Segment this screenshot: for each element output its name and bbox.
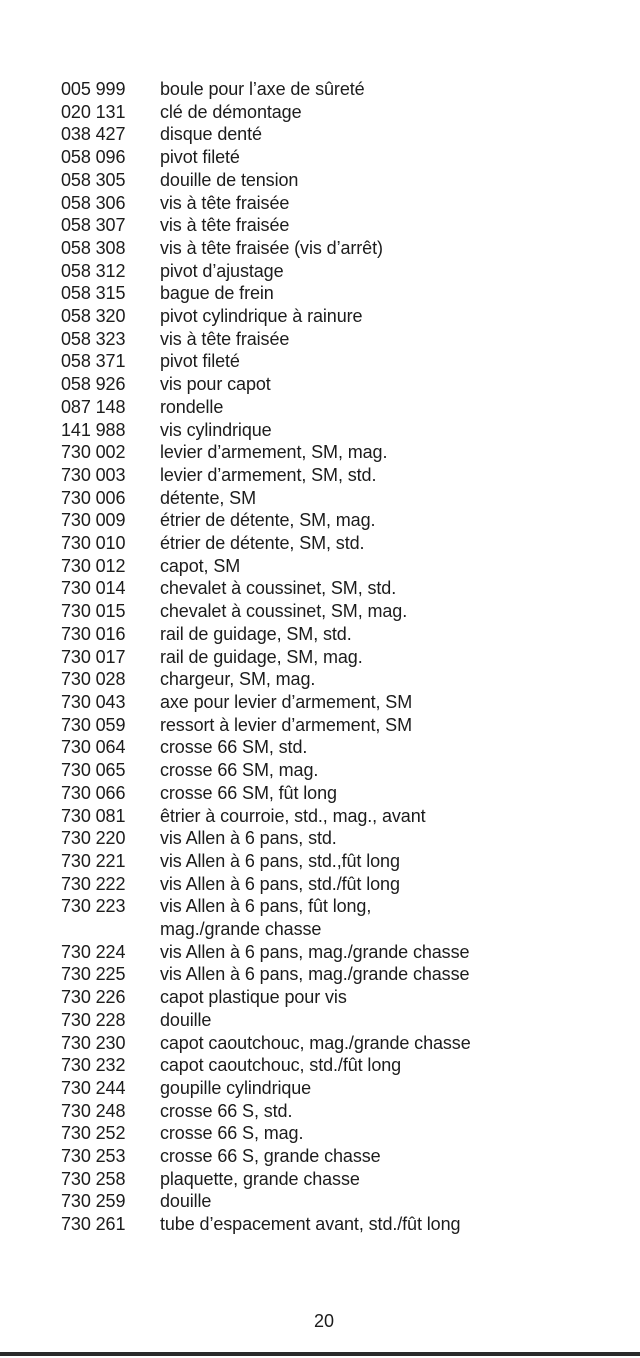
part-description: crosse 66 SM, mag. [160,760,319,781]
part-description: levier d’armement, SM, std. [160,464,377,485]
part-code: 730 010 [61,533,126,554]
part-row [0,941,640,964]
part-code: 730 015 [61,601,126,622]
part-code: 730 014 [61,578,126,599]
part-description: rondelle [160,396,224,417]
part-row [0,646,640,669]
part-code: 730 228 [61,1009,126,1030]
part-code: 730 224 [61,941,126,962]
part-description: goupille cylindrique [160,1077,312,1098]
part-row [0,577,640,600]
part-code: 730 006 [61,487,126,508]
part-row [0,419,640,442]
part-description: vis Allen à 6 pans, mag./grande chasse [160,941,470,962]
part-code: 058 323 [61,328,126,349]
part-code: 005 999 [61,79,126,99]
part-code: 730 261 [61,1214,126,1235]
part-row [0,714,640,737]
part-description: crosse 66 SM, std. [160,737,308,758]
part-code: 730 223 [61,896,126,917]
part-description: capot, SM [160,555,241,576]
part-code: 038 427 [61,124,126,145]
parts-list [0,78,640,1236]
part-row [0,282,640,305]
part-code: 730 043 [61,691,126,712]
part-row [0,623,640,646]
part-code: 730 066 [61,782,126,803]
part-description: vis Allen à 6 pans, std. [160,828,337,849]
part-row [0,1145,640,1168]
part-description: rail de guidage, SM, mag. [160,646,363,667]
part-description: crosse 66 SM, fût long [160,782,337,803]
part-description: vis Allen à 6 pans, std./fût long [160,873,400,894]
part-row [0,1032,640,1055]
part-description: crosse 66 S, mag. [160,1123,304,1144]
part-description: chevalet à coussinet, SM, std. [160,578,397,599]
part-row [0,600,640,623]
part-code: 730 248 [61,1100,126,1121]
part-code: 730 081 [61,805,126,826]
part-description: vis pour capot [160,374,271,395]
part-description: vis Allen à 6 pans, std.,fût long [160,850,400,871]
part-code: 058 926 [61,374,126,395]
part-row [0,895,640,940]
part-code: 058 315 [61,283,126,304]
part-description: pivot fileté [160,351,240,372]
part-row [0,101,640,124]
part-row [0,1009,640,1032]
part-row [0,555,640,578]
page-number: 20 [313,1311,335,1331]
part-row [0,532,640,555]
part-code: 730 017 [61,646,126,667]
part-code: 730 232 [61,1055,126,1076]
part-code: 058 320 [61,306,126,327]
part-code: 730 064 [61,737,126,758]
part-description: êtrier à courroie, std., mag., avant [160,805,426,826]
part-description: douille [160,1191,212,1212]
part-row [0,373,640,396]
part-row [0,827,640,850]
part-description: capot caoutchouc, std./fût long [160,1055,402,1076]
part-code: 730 253 [61,1146,126,1167]
part-description: crosse 66 S, grande chasse [160,1146,381,1167]
part-description: boule pour l’axe de sûreté [160,79,365,99]
part-description: douille de tension [160,169,299,190]
part-row [0,873,640,896]
part-row [0,192,640,215]
part-row [0,1100,640,1123]
part-description: étrier de détente, SM, mag. [160,510,376,531]
part-code: 730 230 [61,1032,126,1053]
part-code: 058 371 [61,351,126,372]
part-row [0,464,640,487]
part-description: axe pour levier d’armement, SM [160,691,413,712]
part-code: 730 028 [61,669,126,690]
part-row [0,1077,640,1100]
part-row [0,1168,640,1191]
part-code: 730 258 [61,1168,126,1189]
part-row [0,169,640,192]
part-code: 087 148 [61,396,126,417]
part-code: 020 131 [61,101,126,122]
part-description: vis cylindrique [160,419,272,440]
part-description: vis Allen à 6 pans, mag./grande chasse [160,964,470,985]
part-code: 730 222 [61,873,126,894]
part-description: capot plastique pour vis [160,987,347,1008]
part-code: 058 308 [61,237,126,258]
part-description: pivot d’ajustage [160,260,284,281]
part-description: disque denté [160,124,262,145]
part-code: 730 259 [61,1191,126,1212]
part-code: 730 220 [61,828,126,849]
part-row [0,441,640,464]
part-row [0,736,640,759]
part-row [0,986,640,1009]
part-row [0,305,640,328]
part-row [0,1054,640,1077]
part-description: rail de guidage, SM, std. [160,623,352,644]
part-code: 058 305 [61,169,126,190]
part-description: chevalet à coussinet, SM, mag. [160,601,408,622]
part-row [0,487,640,510]
part-row [0,1190,640,1213]
part-code: 730 225 [61,964,126,985]
part-description: tube d’espacement avant, std./fût long [160,1214,461,1235]
part-code: 730 252 [61,1123,126,1144]
part-code: 058 307 [61,215,126,236]
part-row [0,963,640,986]
part-code: 730 244 [61,1077,126,1098]
part-row [0,396,640,419]
part-code: 058 312 [61,260,126,281]
part-code: 058 306 [61,192,126,213]
part-description: bague de frein [160,283,274,304]
part-row [0,509,640,532]
part-row [0,237,640,260]
part-row [0,805,640,828]
part-code: 730 059 [61,714,126,735]
part-code: 730 009 [61,510,126,531]
part-description: détente, SM [160,487,256,508]
part-description: chargeur, SM, mag. [160,669,316,690]
part-code: 730 065 [61,760,126,781]
part-description: vis à tête fraisée [160,192,290,213]
part-row [0,782,640,805]
part-code: 730 003 [61,464,126,485]
part-description: vis à tête fraisée [160,215,290,236]
part-row [0,214,640,237]
part-description: vis Allen à 6 pans, fût long, mag./grande chasse [160,896,372,940]
part-description: crosse 66 S, std. [160,1100,293,1121]
part-row [0,146,640,169]
part-description: capot caoutchouc, mag./grande chasse [160,1032,471,1053]
part-row [0,328,640,351]
part-row [0,759,640,782]
bottom-rule [0,1352,640,1356]
part-row [0,260,640,283]
part-row [0,850,640,873]
part-code: 058 096 [61,147,126,168]
part-description: ressort à levier d’armement, SM [160,714,412,735]
part-row [0,350,640,373]
part-description: pivot cylindrique à rainure [160,306,363,327]
part-row [0,123,640,146]
part-description: vis à tête fraisée [160,328,290,349]
part-description: levier d’armement, SM, mag. [160,442,388,463]
part-row [0,691,640,714]
part-row [0,1122,640,1145]
part-description: étrier de détente, SM, std. [160,533,365,554]
part-row [0,1213,640,1236]
part-code: 730 226 [61,987,126,1008]
part-code: 730 016 [61,623,126,644]
part-code: 141 988 [61,419,126,440]
part-code: 730 221 [61,850,126,871]
part-description: douille [160,1009,212,1030]
part-row [0,78,640,101]
part-row [0,668,640,691]
part-description: pivot fileté [160,147,240,168]
part-code: 730 002 [61,442,126,463]
part-description: clé de démontage [160,101,302,122]
part-description: plaquette, grande chasse [160,1168,360,1189]
part-description: vis à tête fraisée (vis d’arrêt) [160,237,383,258]
part-code: 730 012 [61,555,126,576]
